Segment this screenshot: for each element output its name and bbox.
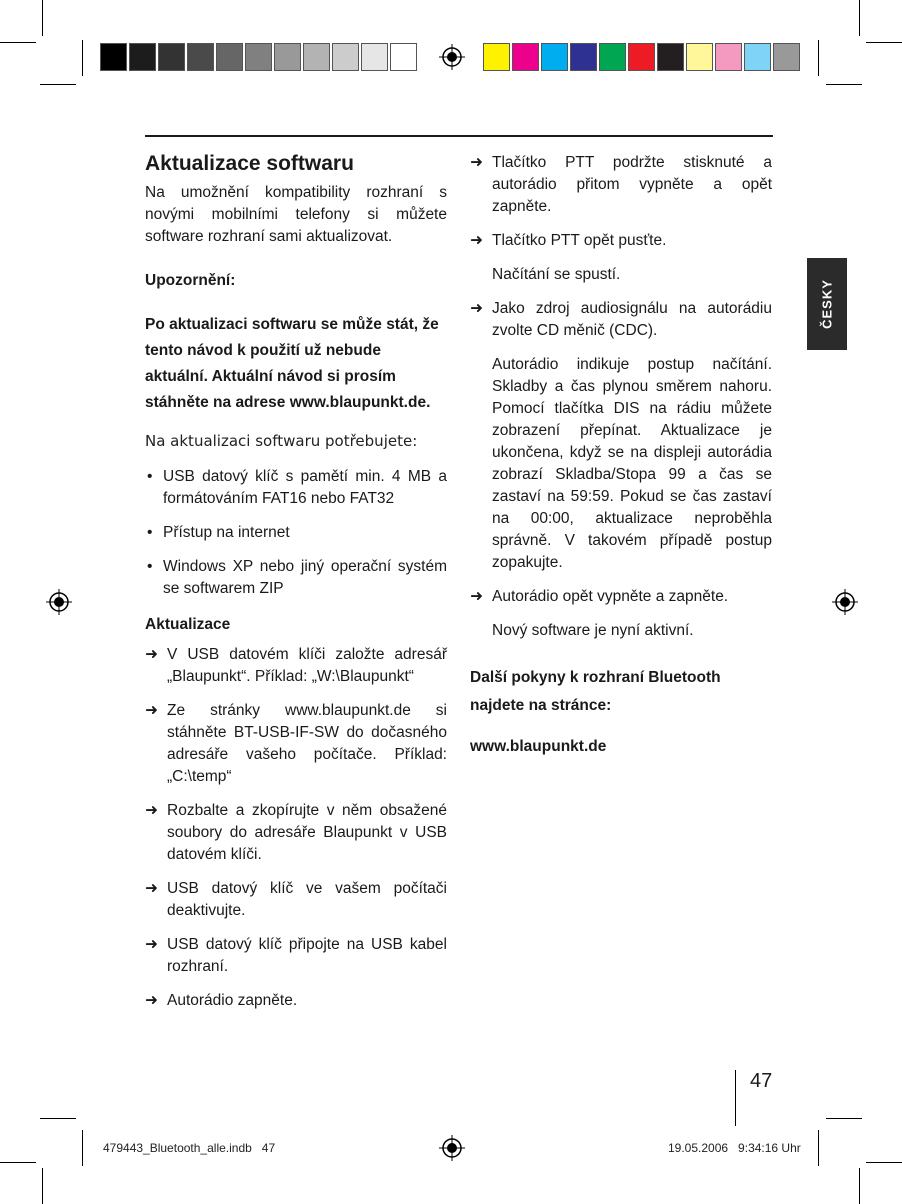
color-swatch — [715, 43, 742, 71]
left-column — [145, 150, 447, 1012]
step-item: ➜ USB datový klíč ve vašem počítači deaktivujte. — [145, 880, 447, 919]
step-item: ➜ V USB datovém klíči založte adresář „Blaupunkt“. Příklad: „W:\Blaupunkt“ — [145, 646, 447, 685]
color-swatch — [773, 43, 800, 71]
update-steps — [145, 644, 447, 1012]
top-rule — [145, 135, 773, 137]
color-swatch — [570, 43, 597, 71]
arrow-icon: ➜ — [470, 300, 483, 317]
color-swatch — [332, 43, 359, 71]
list-item: • Windows XP nebo jiný operační systém se softwarem ZIP — [147, 558, 447, 597]
arrow-icon: ➜ — [145, 646, 158, 663]
color-swatch — [686, 43, 713, 71]
color-swatch — [541, 43, 568, 71]
arrow-icon: ➜ — [145, 936, 158, 953]
color-swatch — [628, 43, 655, 71]
update-heading: Aktualizace — [145, 616, 231, 633]
requirements-heading: Na aktualizaci softwaru potřebujete: — [145, 432, 418, 450]
step-item: ➜ Ze stránky www.blaupunkt.de si stáhněte BT-USB-IF-SW do dočasného adresáře vašeho počítače. Příklad: „C:\temp“ — [145, 702, 447, 785]
footer-file-info: 479443_Bluetooth_alle.indb 47 — [103, 1141, 276, 1155]
step-item: ➜ Autorádio zapněte. — [145, 990, 447, 1012]
color-swatch — [303, 43, 330, 71]
note-text: Po aktualizaci softwaru se může stát, že tento návod k použití už nebude aktuální. Aktuální návod si prosím stáhněte na adrese www.blaupunkt.de. — [145, 316, 439, 411]
website-link[interactable]: www.blaupunkt.de — [470, 738, 607, 755]
step-item: ➜ Tlačítko PTT podržte stisknuté a autorádio přitom vypněte a opět zapněte. — [470, 154, 772, 215]
right-column — [470, 152, 772, 758]
note-label: Upozornění: — [145, 272, 236, 289]
arrow-icon: ➜ — [145, 880, 158, 897]
list-item: • USB datový klíč s pamětí min. 4 MB a formátováním FAT16 nebo FAT32 — [147, 468, 447, 507]
registration-mark-icon — [46, 589, 72, 615]
color-swatch — [158, 43, 185, 71]
list-item: • Přístup na internet — [145, 522, 447, 544]
arrow-icon: ➜ — [145, 802, 158, 819]
bullet-icon: • — [147, 558, 153, 575]
step-item: ➜ Tlačítko PTT opět pusťte. — [470, 230, 772, 252]
color-swatch — [129, 43, 156, 71]
step-result: Autorádio indikuje postup načítání. Skladby a čas plynou směrem nahoru. Pomocí tlačítka DIS na rádiu můžete zobrazení přepínat. Aktualizace je ukončena, když se na displeji autorádia zobrazí Skladba/Stopa 99 a čas se zastaví na 59:59. Pokud se čas zastaví na 00:00, aktualizace neproběhla správně. V takovém případě postup zopakujte. — [492, 356, 772, 571]
color-swatch — [599, 43, 626, 71]
color-swatch — [744, 43, 771, 71]
intro-text: Na umožnění kompatibility rozhraní s novými mobilními telefony si můžete software rozhraní sami aktualizovat. — [145, 184, 447, 245]
language-tab: ČESKY — [807, 258, 847, 350]
step-item: ➜ Rozbalte a zkopírujte v něm obsažené soubory do adresáře Blaupunkt v USB datovém klíči. — [145, 802, 447, 863]
more-info-text: Další pokyny k rozhraní Bluetooth najdete na stránce: — [470, 669, 721, 714]
arrow-icon: ➜ — [470, 154, 483, 171]
color-swatch — [390, 43, 417, 71]
registration-mark-icon — [439, 44, 465, 70]
arrow-icon: ➜ — [470, 588, 483, 605]
arrow-icon: ➜ — [470, 232, 483, 249]
arrow-icon: ➜ — [145, 992, 158, 1009]
step-result: Načítání se spustí. — [492, 266, 621, 283]
registration-mark-icon — [439, 1135, 465, 1161]
color-swatch — [216, 43, 243, 71]
color-swatch — [100, 43, 127, 71]
color-swatch — [512, 43, 539, 71]
step-item: ➜ USB datový klíč připojte na USB kabel rozhraní. — [145, 936, 447, 975]
footer-timestamp: 19.05.2006 9:34:16 Uhr — [668, 1141, 801, 1155]
bullet-icon: • — [147, 468, 153, 485]
page-number: 47 — [750, 1070, 773, 1092]
color-swatch — [483, 43, 510, 71]
color-swatch — [361, 43, 388, 71]
step-item: ➜ Jako zdroj audiosignálu na autorádiu zvolte CD měnič (CDC). — [470, 300, 772, 339]
registration-mark-icon — [832, 589, 858, 615]
step-result: Nový software je nyní aktivní. — [492, 622, 694, 639]
requirements-list — [145, 466, 447, 600]
color-swatch — [187, 43, 214, 71]
arrow-icon: ➜ — [145, 702, 158, 719]
bullet-icon: • — [147, 524, 153, 541]
color-swatch — [657, 43, 684, 71]
page-title: Aktualizace softwaru — [145, 152, 354, 175]
step-item: ➜ Autorádio opět vypněte a zapněte. — [470, 586, 772, 608]
color-swatch — [274, 43, 301, 71]
color-swatch — [245, 43, 272, 71]
